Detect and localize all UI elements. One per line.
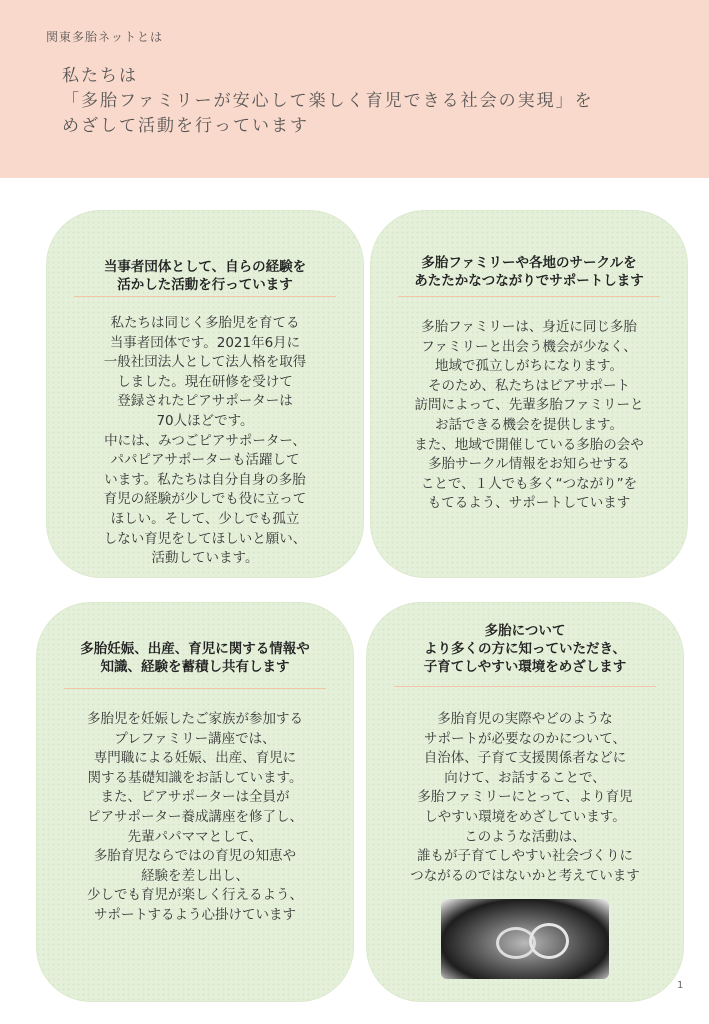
card-divider [398,296,660,297]
card-divider [394,686,656,687]
header-banner [0,0,709,178]
card-title: 多胎について より多くの方に知っていただき、 子育てしやすい環境をめざします [423,623,627,675]
card-body: 私たちは同じく多胎児を育てる 当事者団体です。2021年6月に 一般社団法人として法人格を取得 しました。現在研修を受けて 登録されたピアサポーターは 70人ほどです。 中には、みつごピアサポーター、 パパピアサポーターも活躍して います。私たちは自分自身の多胎 育児の経験が少しでも役に立って ほしい。そして、少しでも孤立 しない育児をしてほしいと願い、 活動しています。 [103,315,307,567]
card-title: 多胎妊娠、出産、育児に関する情報や 知識、経験を蓄積し共有します [80,641,310,675]
card-body: 多胎児を妊娠したご家族が参加する プレファミリー講座では、 専門職による妊娠、出産、育児に 関する基礎知識をお話しています。 また、ピアサポーターは全員が ピアサポーター養成講座を修了し、 先輩パパママとして、 多胎育児ならではの育児の知恵や 経験を差し出し、 少しでも育児が楽しく行えるよう、 サポートするよう心掛けています [87,711,303,923]
card-body: 多胎育児の実際やどのような サポートが必要なのかについて、 自治体、子育て支援関係者などに 向けて、お話することで、 多胎ファミリーにとって、より育児 しやすい環境をめざしています。 このような活動は、 誰もが子育てしやすい社会づくりに つながるのではないかと考えています [410,711,640,884]
card-divider [64,688,326,689]
mission-statement: 私たちは 「多胎ファミリーが安心して楽しく育児できる社会の実現」を めざして活動を行っています [62,66,594,136]
card-title: 当事者団体として、自らの経験を 活かした活動を行っています [103,259,307,293]
ultrasound-twin-right [529,923,569,959]
card-divider [74,296,336,297]
card-body: 多胎ファミリーは、身近に同じ多胎 ファミリーと出会う機会が少なく、 地域で孤立しがちになります。 そのため、私たちはピアサポート 訪問によって、先輩多胎ファミリーと お話できる機会を提供します。 また、地域で開催している多胎の会や 多胎サークル情報をお知らせする ことで、１人でも多く“つながり”を もてるよう、サポートしています [414,319,644,512]
page-number: 1 [677,980,684,991]
card-self-help-group [46,210,364,578]
header-subtitle: 関東多胎ネットとは [46,30,164,44]
ultrasound-image [441,899,609,979]
card-awareness [366,602,684,1002]
card-knowledge-sharing [36,602,354,1002]
card-title: 多胎ファミリーや各地のサークルを あたたかなつながりでサポートします [414,255,644,289]
card-family-support [370,210,688,578]
